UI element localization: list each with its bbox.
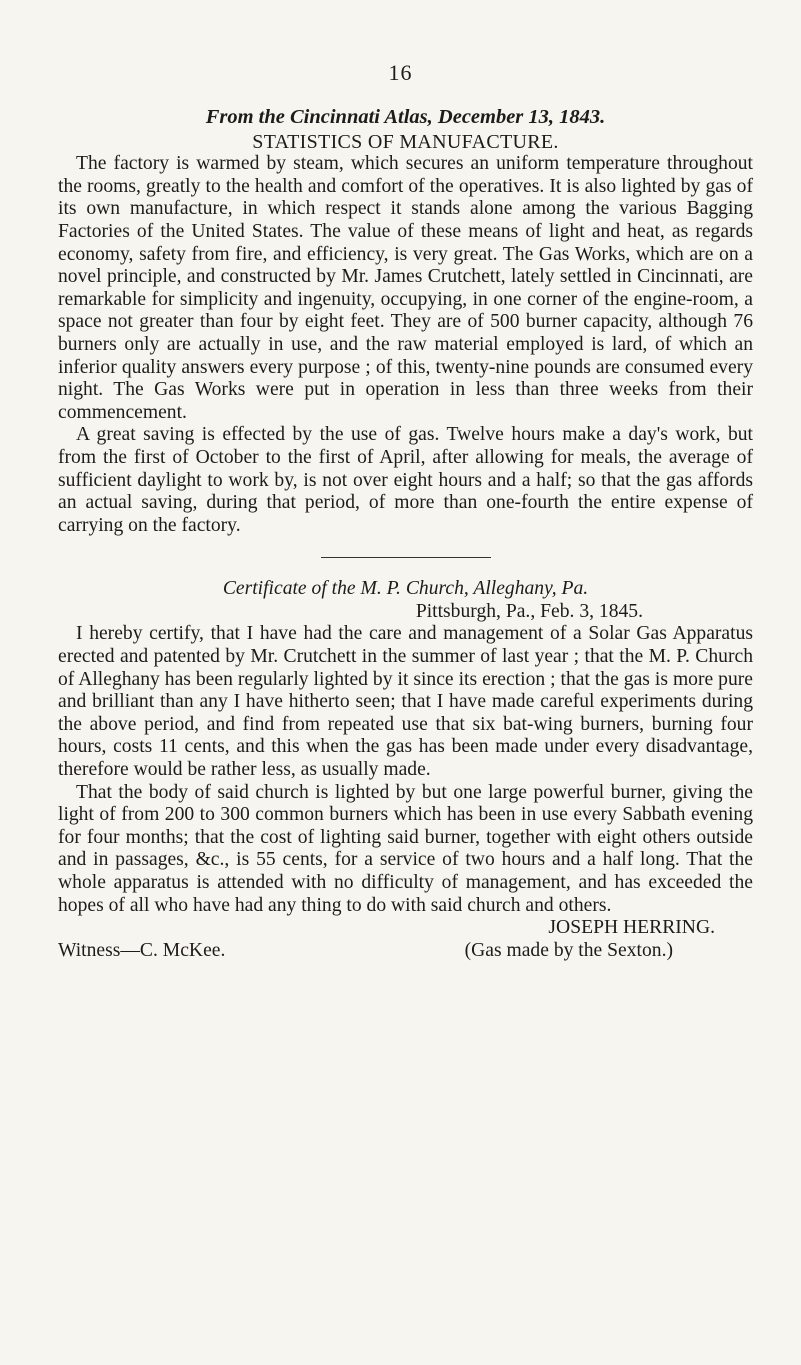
article-source: From the Cincinnati Atlas, December 13, 1843. xyxy=(205,106,606,128)
sexton-note: (Gas made by the Sexton.) xyxy=(464,939,673,961)
page-number: 16 xyxy=(388,60,413,85)
witness-row xyxy=(58,940,753,963)
article-paragraph: The factory is warmed by steam, which secures an uniform temperature throughout the rooms, greatly to the health and comfort of the operatives. It is also lighted by gas of its own manufacture, in which respect it stands alone among the various Bagging Factories of the United States. The value of these means of light and heat, as regards economy, safety from fire, and efficiency, is very great. The Gas Works, which are on a novel principle, and constructed by Mr. James Crutchett, lately settled in Cincinnati, are remarkable for simplicity and ingenuity, occupying, in one corner of the engine-room, a space not greater than four by eight feet. They are of 500 burner capacity, although 76 burners only are actually in use, and the raw material employed is lard, of which an inferior quality answers every purpose ; of this, twenty-nine pounds are consumed every night. The Gas Works were put in operation in less than three weeks from their commencement. xyxy=(58,153,753,423)
certificate-dateline: Pittsburgh, Pa., Feb. 3, 1845. xyxy=(415,600,643,622)
certificate-title: Certificate of the M. P. Church, Alleghany, Pa. xyxy=(222,578,589,600)
article-paragraph: A great saving is effected by the use of gas. Twelve hours make a day's work, but from the first of October to the first of April, after allowing for meals, the average of sufficient daylight to work by, is not over eight hours and a half; so that the gas affords an actual saving, during that period, of more than one-fourth the entire expense of carrying on the factory. xyxy=(58,424,753,536)
article-heading: STATISTICS OF MANUFACTURE. xyxy=(252,130,559,153)
witness: Witness—C. McKee. xyxy=(58,939,226,961)
text-column xyxy=(58,106,753,962)
certificate-paragraph: That the body of said church is lighted by but one large powerful burner, giving the light of from 200 to 300 common burners which has been in use every Sabbath evening for four months; that the cost of lighting said burner, together with eight others outside and in passages, &c., is 55 cents, for a service of two hours and a half long. That the whole apparatus is attended with no difficulty of management, and has exceeded the hopes of all who have had any thing to do with said church and others. xyxy=(58,781,753,916)
section-divider xyxy=(321,557,491,558)
certificate-signer: JOSEPH HERRING. xyxy=(548,917,715,939)
certificate-paragraph: I hereby certify, that I have had the care and management of a Solar Gas Apparatus erected and patented by Mr. Crutchett in the summer of last year ; that the M. P. Church of Alleghany has been regularly lighted by it since its erection ; that the gas is more pure and brilliant than any I have hitherto seen; that I have made careful experiments during the above period, and find from repeated use that six bat-wing burners, burning four hours, costs 11 cents, and this when the gas has been made under every disadvantage, therefore would be rather less, as usually made. xyxy=(58,623,753,781)
